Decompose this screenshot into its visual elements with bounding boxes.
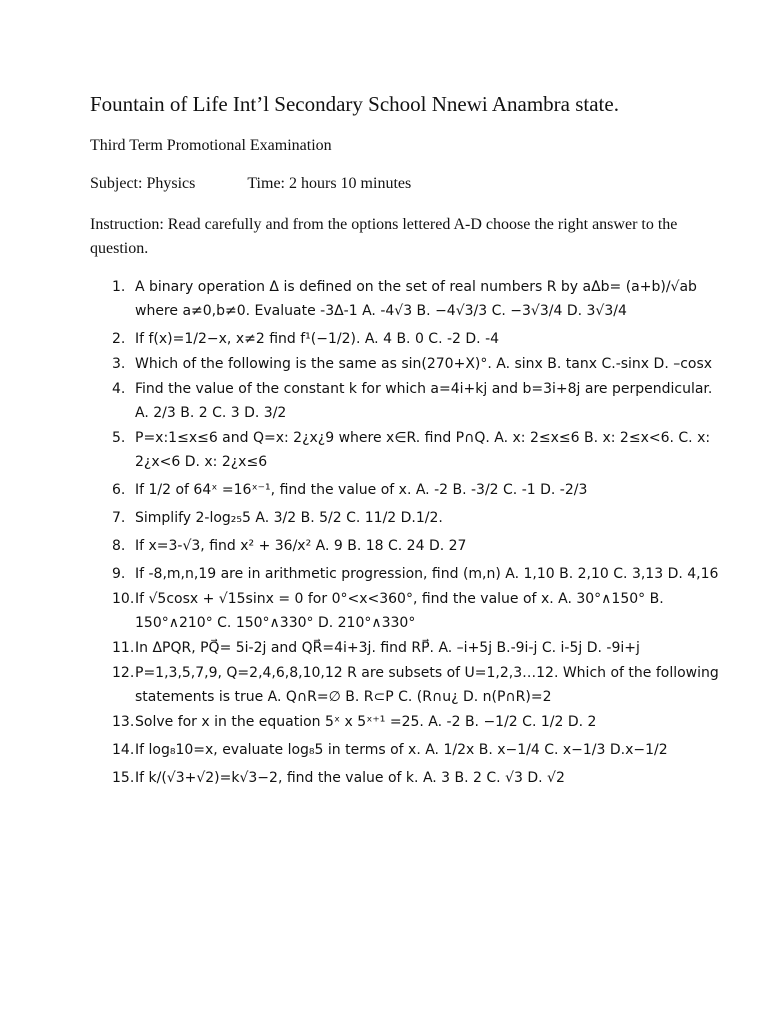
question-text: P=x:1≤x≤6 and Q=x: 2¿x¿9 where x∈R. find P∩Q. A. x: 2≤x≤6 B. x: 2≤x<6. C. x: 2¿x<6 D. x: 2¿x≤6 [135,430,711,470]
instruction: Instruction: Read carefully and from the options lettered A-D choose the right answer to the question. [90,216,678,257]
question-text: Which of the following is the same as sin(270+X)°. A. sinx B. tanx C.-sinx D. –cosx [135,356,713,372]
question-text: Solve for x in the equation 5ˣ x 5ˣ⁺¹ =25. A. -2 B. −1/2 C. 1/2 D. 2 [135,714,597,730]
question-text: P=1,3,5,7,9, Q=2,4,6,8,10,12 R are subsets of U=1,2,3…12. Which of the following statements is true A. Q∩R=∅ B. R⊂P C. (R∩u¿ D. n(P∩R)=2 [135,665,719,705]
question-item [90,506,728,530]
question-item [90,738,728,762]
question-text: If √5cosx + √15sinx = 0 for 0°<x<360°, find the value of x. A. 30°∧150° B. 150°∧210° C. 150°∧330° D. 210°∧330° [135,591,664,631]
question-text: If log₈10=x, evaluate log₈5 in terms of x. A. 1/2x B. x−1/4 C. x−1/3 D.x−1/2 [135,742,668,758]
exam-title: Third Term Promotional Examination [90,137,332,154]
question-text: If x=3-√3, find x² + 36/x² A. 9 B. 18 C. 24 D. 27 [135,538,467,554]
question-item [90,377,728,425]
question-number: 15. [112,770,135,786]
question-text: A binary operation Δ is defined on the set of real numbers R by aΔb= (a+b)/√ab where a≠0,b≠0. Evaluate -3Δ-1 A. -4√3 B. −4√3/3 C. −3√3/4 D. 3√3/4 [135,279,697,319]
question-number: 7. [112,510,126,526]
question-item [90,766,728,790]
question-number: 3. [112,356,126,372]
time-label: Time: 2 hours 10 minutes [247,175,412,192]
question-text: If -8,m,n,19 are in arithmetic progression, find (m,n) A. 1,10 B. 2,10 C. 3,13 D. 4,16 [135,566,719,582]
question-number: 9. [112,566,126,582]
question-item [90,562,728,586]
question-item [90,327,728,351]
question-text: If k/(√3+√2)=k√3−2, find the value of k. A. 3 B. 2 C. √3 D. √2 [135,770,565,786]
question-number: 2. [112,331,126,347]
question-text: Simplify 2-log₂₅5 A. 3/2 B. 5/2 C. 11/2 D.1/2. [135,510,443,526]
question-item [90,426,728,474]
school-name: Fountain of Life Int’l Secondary School Nnewi Anambra state. [90,92,619,116]
question-number: 10. [112,591,135,607]
subject-label: Subject: Physics [90,175,196,192]
question-number: 14. [112,742,135,758]
question-item [90,275,728,323]
question-number: 11. [112,640,135,656]
question-number: 6. [112,482,126,498]
subject-time-row [90,175,728,193]
question-item [90,710,728,734]
question-number: 8. [112,538,126,554]
question-item [90,534,728,558]
question-item [90,636,728,660]
question-number: 1. [112,279,126,295]
question-text: If 1/2 of 64ˣ =16ˣ⁻¹, find the value of x. A. -2 B. -3/2 C. -1 D. -2/3 [135,482,588,498]
question-text: Find the value of the constant k for which a=4i+kj and b=3i+8j are perpendicular. A. 2/3 B. 2 C. 3 D. 3/2 [135,381,713,421]
question-number: 5. [112,430,126,446]
question-item [90,352,728,376]
question-number: 12. [112,665,135,681]
question-number: 13. [112,714,135,730]
question-number: 4. [112,381,126,397]
question-list [90,275,728,790]
question-text: If f(x)=1/2−x, x≠2 find f¹(−1/2). A. 4 B. 0 C. -2 D. -4 [135,331,500,347]
question-item [90,587,728,635]
question-item [90,478,728,502]
question-item [90,661,728,709]
question-text: In ΔPQR, PQ⃗= 5i-2j and QR⃗=4i+3j. find RP⃗. A. –i+5j B.-9i-j C. i-5j D. -9i+j [135,640,640,656]
